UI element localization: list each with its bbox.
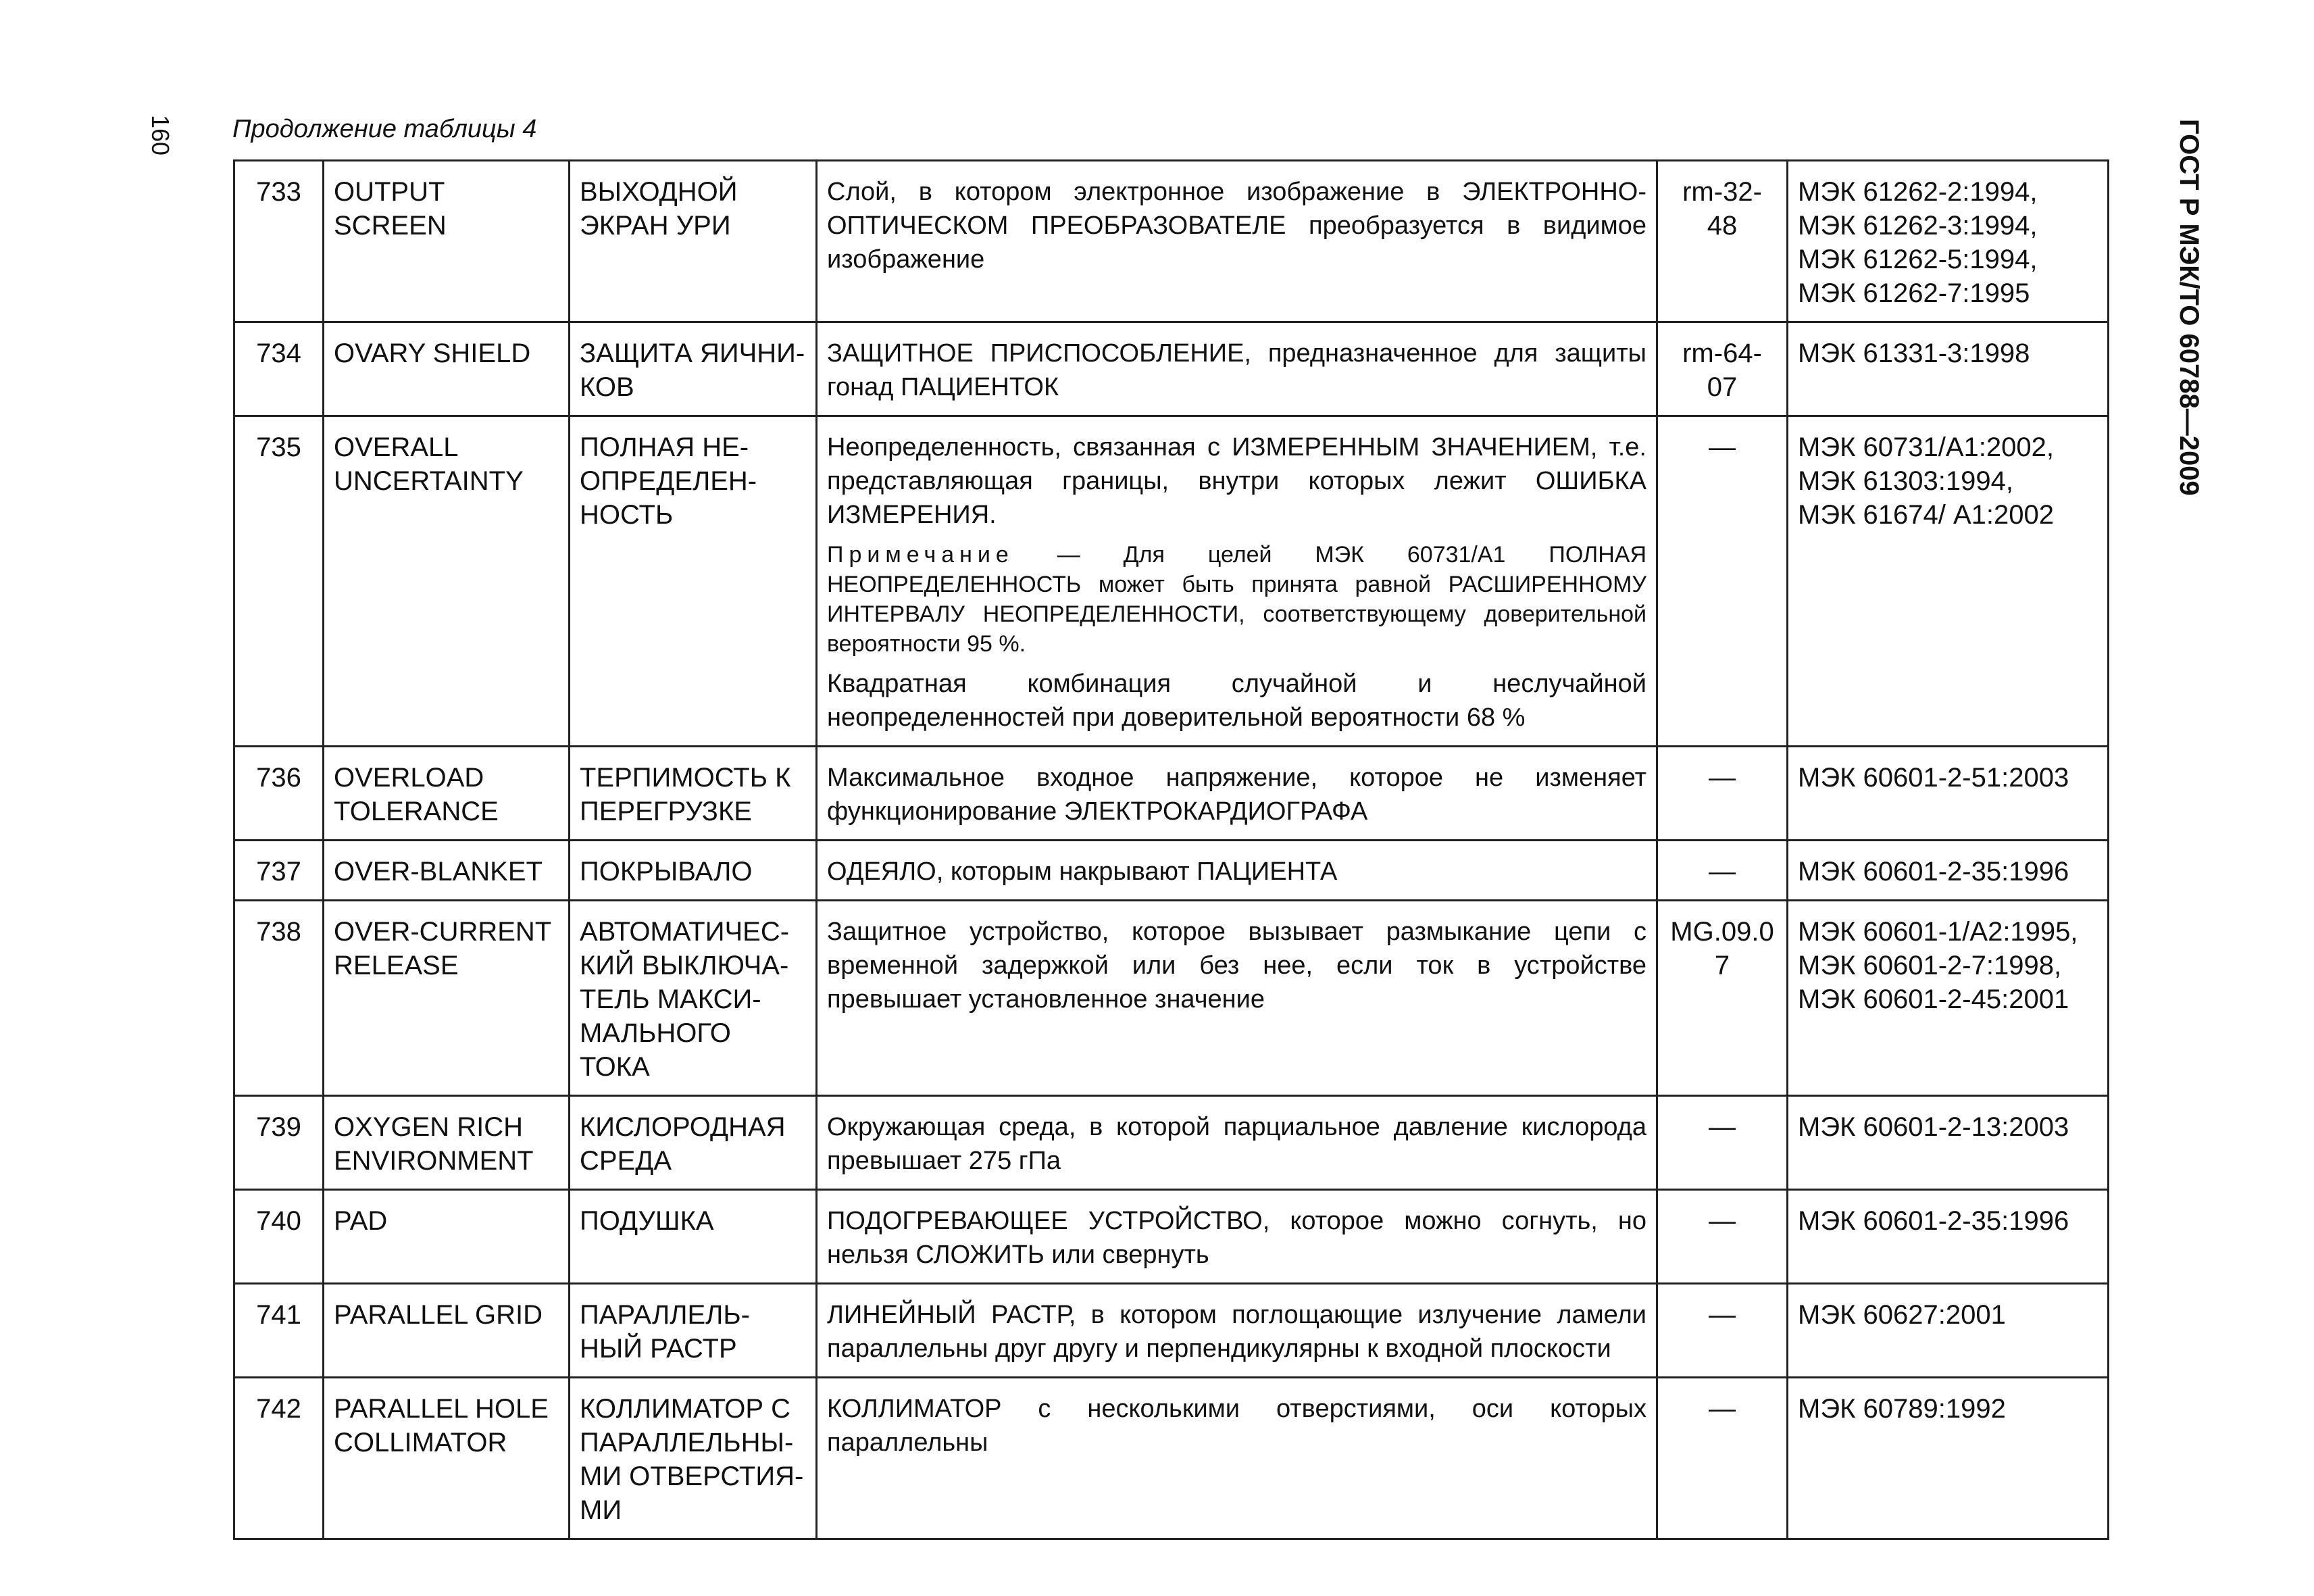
standard-references: [1788, 1096, 2109, 1190]
russian-term: АВТОМАТИЧЕС-КИЙ ВЫКЛЮЧА-ТЕЛЬ МАКСИ-МАЛЬНОГО ТОКА: [570, 901, 817, 1096]
standard-references: [1788, 322, 2109, 416]
definition-text: Максимальное входное напряжение, которое не изменяет функционирование ЭЛЕКТРОКАРДИОГРАФА: [827, 764, 1646, 826]
term-definition: [817, 1378, 1657, 1539]
note-text: — Для целей МЭК 60731/А1 ПОЛНАЯ НЕОПРЕДЕЛЕННОСТЬ может быть принята равной РАСШИРЕННОМУ ИНТЕРВАЛУ НЕОПРЕДЕЛЕННОСТИ, соответствующему доверительной вероятности 95 %.: [827, 542, 1646, 657]
russian-term: ЗАЩИТА ЯИЧНИ-КОВ: [570, 322, 817, 416]
definition-note: [827, 540, 1646, 659]
table-row: [234, 416, 2109, 747]
english-term: OVER-CURRENT RELEASE: [324, 901, 570, 1096]
standard-reference: МЭК 61262-5:1994,: [1798, 245, 2038, 274]
standard-reference: МЭК 61262-7:1995: [1798, 278, 2030, 308]
standard-reference: МЭК 60601-2-7:1998,: [1798, 951, 2062, 980]
standard-references: [1788, 1190, 2109, 1284]
table-row: [234, 1190, 2109, 1284]
table-caption: Продолжение таблицы 4: [232, 115, 537, 143]
standard-reference: МЭК 61331-3:1998: [1798, 339, 2030, 368]
standard-references: [1788, 1378, 2109, 1539]
standard-reference: МЭК 61262-3:1994,: [1798, 211, 2038, 241]
russian-term: ПОКРЫВАЛО: [570, 841, 817, 901]
table-row: [234, 841, 2109, 901]
definition-extra: Квадратная комбинация случайной и неслучайной неопределенностей при доверительной вероятности 68 %: [827, 670, 1646, 732]
standard-reference: МЭК 60601-2-13:2003: [1798, 1112, 2069, 1142]
table-row: [234, 1096, 2109, 1190]
definition-text: Окружающая среда, в которой парциальное давление кислорода превышает 275 гПа: [827, 1113, 1646, 1175]
term-definition: [817, 1284, 1657, 1378]
note-label: Примечание: [827, 542, 1014, 568]
english-term: PARALLEL HOLE COLLIMATOR: [324, 1378, 570, 1539]
term-number: 742: [234, 1378, 324, 1539]
term-code: —: [1657, 747, 1788, 841]
page-number: 160: [147, 115, 174, 156]
term-definition: [817, 161, 1657, 322]
english-term: OVERLOAD TOLERANCE: [324, 747, 570, 841]
standard-reference: МЭК 61674/ А1:2002: [1798, 500, 2054, 530]
definition-text: КОЛЛИМАТОР с несколькими отверстиями, оси которых параллельны: [827, 1395, 1646, 1457]
russian-term: КИСЛОРОДНАЯ СРЕДА: [570, 1096, 817, 1190]
term-code: MG.09.07: [1657, 901, 1788, 1096]
term-code: —: [1657, 1190, 1788, 1284]
table-row: [234, 901, 2109, 1096]
definition-text: ЛИНЕЙНЫЙ РАСТР, в котором поглощающие излучение ламели параллельны друг другу и перпендикулярны к входной плоскости: [827, 1301, 1646, 1363]
russian-term: ПОЛНАЯ НЕ-ОПРЕДЕЛЕН-НОСТЬ: [570, 416, 817, 747]
definition-text: Защитное устройство, которое вызывает размыкание цепи с временной задержкой или без нее, если ток в устройстве превышает установленное значение: [827, 918, 1646, 1014]
standard-references: [1788, 841, 2109, 901]
table-row: [234, 322, 2109, 416]
term-definition: [817, 841, 1657, 901]
term-number: 738: [234, 901, 324, 1096]
term-number: 740: [234, 1190, 324, 1284]
standard-reference: МЭК 60627:2001: [1798, 1300, 2006, 1330]
russian-term: ТЕРПИМОСТЬ К ПЕРЕГРУЗКЕ: [570, 747, 817, 841]
term-code: —: [1657, 1378, 1788, 1539]
term-code: —: [1657, 1096, 1788, 1190]
document-title: ГОСТ Р МЭК/ТО 60788—2009: [2174, 119, 2204, 496]
term-definition: [817, 322, 1657, 416]
standard-references: [1788, 1284, 2109, 1378]
term-code: rm-32-48: [1657, 161, 1788, 322]
table-row: [234, 1378, 2109, 1539]
term-number: 734: [234, 322, 324, 416]
russian-term: ВЫХОДНОЙ ЭКРАН УРИ: [570, 161, 817, 322]
term-code: —: [1657, 841, 1788, 901]
english-term: OVARY SHIELD: [324, 322, 570, 416]
russian-term: ПОДУШКА: [570, 1190, 817, 1284]
english-term: PAD: [324, 1190, 570, 1284]
term-number: 735: [234, 416, 324, 747]
table-row: [234, 747, 2109, 841]
definition-text: ЗАЩИТНОЕ ПРИСПОСОБЛЕНИЕ, предназначенное для защиты гонад ПАЦИЕНТОК: [827, 339, 1646, 401]
term-definition: [817, 1190, 1657, 1284]
table-row: [234, 1284, 2109, 1378]
english-term: OXYGEN RICH ENVIRONMENT: [324, 1096, 570, 1190]
term-code: —: [1657, 1284, 1788, 1378]
standard-reference: МЭК 60789:1992: [1798, 1394, 2006, 1424]
terms-table: [233, 159, 2109, 1540]
standard-references: [1788, 161, 2109, 322]
term-number: 741: [234, 1284, 324, 1378]
standard-reference: МЭК 60731/А1:2002,: [1798, 432, 2054, 462]
english-term: OUTPUT SCREEN: [324, 161, 570, 322]
definition-text: ОДЕЯЛО, которым накрывают ПАЦИЕНТА: [827, 857, 1338, 886]
term-code: rm-64-07: [1657, 322, 1788, 416]
term-number: 736: [234, 747, 324, 841]
definition-text: Слой, в котором электронное изображение в ЭЛЕКТРОННО-ОПТИЧЕСКОМ ПРЕОБРАЗОВАТЕЛЕ преобразуется в видимое изображение: [827, 178, 1646, 274]
terms-table-body: [234, 161, 2109, 1539]
term-code: —: [1657, 416, 1788, 747]
russian-term: КОЛЛИМАТОР С ПАРАЛЛЕЛЬНЫ-МИ ОТВЕРСТИЯ-МИ: [570, 1378, 817, 1539]
standard-references: [1788, 747, 2109, 841]
term-number: 739: [234, 1096, 324, 1190]
term-definition: [817, 416, 1657, 747]
term-number: 737: [234, 841, 324, 901]
standard-reference: МЭК 60601-2-45:2001: [1798, 984, 2069, 1014]
term-definition: [817, 1096, 1657, 1190]
standard-reference: МЭК 60601-1/А2:1995,: [1798, 917, 2078, 947]
definition-text: Неопределенность, связанная с ИЗМЕРЕННЫМ ЗНАЧЕНИЕМ, т.е. представляющая границы, внутри которых лежит ОШИБКА ИЗМЕРЕНИЯ.: [827, 433, 1646, 529]
term-number: 733: [234, 161, 324, 322]
english-term: OVER-BLANKET: [324, 841, 570, 901]
term-definition: [817, 901, 1657, 1096]
english-term: PARALLEL GRID: [324, 1284, 570, 1378]
definition-text: ПОДОГРЕВАЮЩЕЕ УСТРОЙСТВО, которое можно согнуть, но нельзя СЛОЖИТЬ или свернуть: [827, 1207, 1646, 1269]
standard-reference: МЭК 61303:1994,: [1798, 466, 2013, 496]
standard-reference: МЭК 60601-2-35:1996: [1798, 857, 2069, 887]
standard-references: [1788, 901, 2109, 1096]
russian-term: ПАРАЛЛЕЛЬ-НЫЙ РАСТР: [570, 1284, 817, 1378]
english-term: OVERALL UNCERTAINTY: [324, 416, 570, 747]
standard-reference: МЭК 60601-2-35:1996: [1798, 1206, 2069, 1236]
standard-reference: МЭК 60601-2-51:2003: [1798, 763, 2069, 793]
standard-reference: МЭК 61262-2:1994,: [1798, 177, 2038, 207]
standard-references: [1788, 416, 2109, 747]
table-row: [234, 161, 2109, 322]
term-definition: [817, 747, 1657, 841]
